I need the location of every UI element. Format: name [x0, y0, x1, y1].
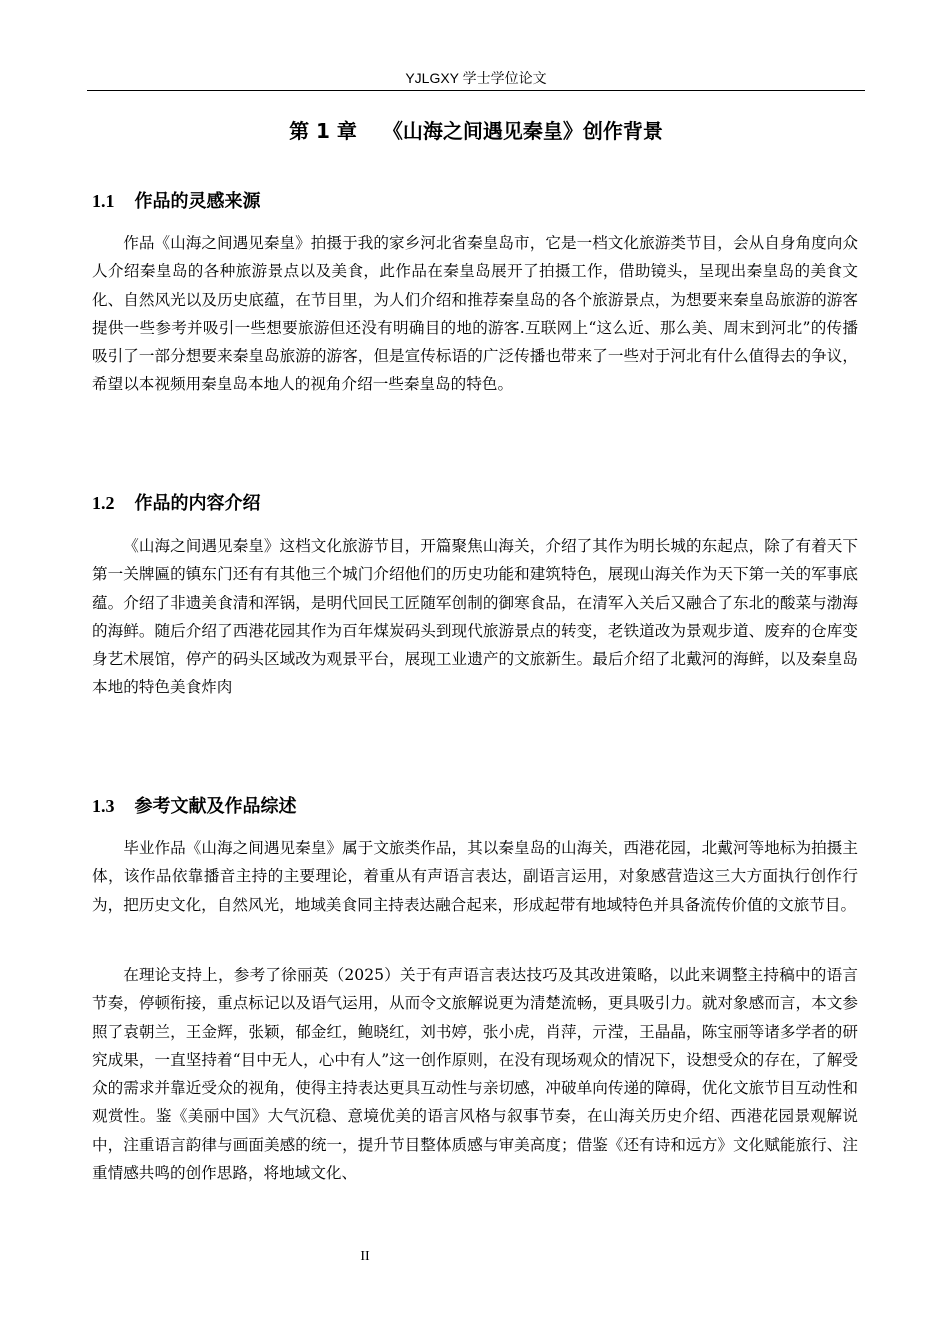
section-heading-1-3 [92, 792, 852, 821]
section-number: 1.3 [92, 796, 115, 816]
chapter-number: 第 1 章 [289, 119, 357, 143]
section-number: 1.2 [92, 493, 115, 513]
section-number: 1.1 [92, 191, 115, 211]
page-number: II [360, 1249, 370, 1264]
section-heading-1-2 [92, 489, 852, 518]
chapter-title-text: 《山海之间遇见秦皇》创作背景 [382, 119, 663, 143]
section-title: 参考文献及作品综述 [134, 796, 297, 817]
section-title: 作品的灵感来源 [134, 191, 261, 212]
paragraph-theory-support: 在理论支持上，参考了徐丽英（2025）关于有声语言表达技巧及其改进策略，以此来调整主持稿中的语言节奏，停顿衔接，重点标记以及语气运用，从而令文旅解说更为清楚流畅，更具吸引力。就对象感而言，本文参照了袁朝兰，王金辉，张颖，郁金红，鲍晓红，刘书婷，张小虎，肖萍，亓滢，王晶晶，陈宝丽等诸多学者的研究成果，一直坚持着“目中无人，心中有人”这一创作原则，在没有现场观众的情况下，设想受众的存在，了解受众的需求并靠近受众的视角，使得主持表达更具互动性与亲切感，冲破单向传递的障碍，优化文旅节目互动性和观赏性。鉴《美丽中国》大气沉稳、意境优美的语言风格与叙事节奏，在山海关历史介绍、西港花园景观解说中，注重语言韵律与画面美感的统一，提升节目整体质感与审美高度；借鉴《还有诗和远方》文化赋能旅行、注重情感共鸣的创作思路，将地域文化、 [92, 966, 858, 1183]
section-title: 作品的内容介绍 [134, 493, 261, 514]
paragraph-inspiration: 作品《山海之间遇见秦皇》拍摄于我的家乡河北省秦皇岛市，它是一档文化旅游类节目，会从自身角度向众人介绍秦皇岛的各种旅游景点以及美食，此作品在秦皇岛展开了拍摄工作，借助镜头，呈现出秦皇岛的美食文化、自然风光以及历史底蕴，在节目里，为人们介绍和推荐秦皇岛的各个旅游景点，为想要来秦皇岛旅游的游客提供一些参考并吸引一些想要旅游但还没有明确目的地的游客.互联网上“这么近、那么美、周末到河北”的传播吸引了一部分想要来秦皇岛旅游的游客，但是宣传标语的广泛传播也带来了一些对于河北有什么值得去的争议，希望以本视频用秦皇岛本地人的视角介绍一些秦皇岛的特色。 [92, 234, 858, 394]
running-header: YJLGXY 学士学位论文 [87, 66, 865, 91]
chapter-title [87, 116, 865, 146]
paragraph-content-intro: 《山海之间遇见秦皇》这档文化旅游节目，开篇聚焦山海关，介绍了其作为明长城的东起点，除了有着天下第一关牌匾的镇东门还有有其他三个城门介绍他们的历史功能和建筑特色，展现山海关作为天下第一关的军事底蕴。介绍了非遗美食清和浑锅，是明代回民工匠随军创制的御寒食品，在清军入关后又融合了东北的酸菜与渤海的海鲜。随后介绍了西港花园其作为百年煤炭码头到现代旅游景点的转变，老铁道改为景观步道、废弃的仓库变身艺术展馆，停产的码头区域改为观景平台，展现工业遗产的文旅新生。最后介绍了北戴河的海鲜，以及秦皇岛本地的特色美食炸肉 [92, 537, 858, 697]
paragraph-references-overview: 毕业作品《山海之间遇见秦皇》属于文旅类作品，其以秦皇岛的山海关，西港花园，北戴河等地标为拍摄主体，该作品依靠播音主持的主要理论，着重从有声语言表达，副语言运用，对象感营造这三大方面执行创作行为，把历史文化，自然风光，地域美食同主持表达融合起来，形成起带有地域特色并具备流传价值的文旅节目。 [92, 839, 858, 914]
section-heading-1-1 [92, 187, 852, 216]
